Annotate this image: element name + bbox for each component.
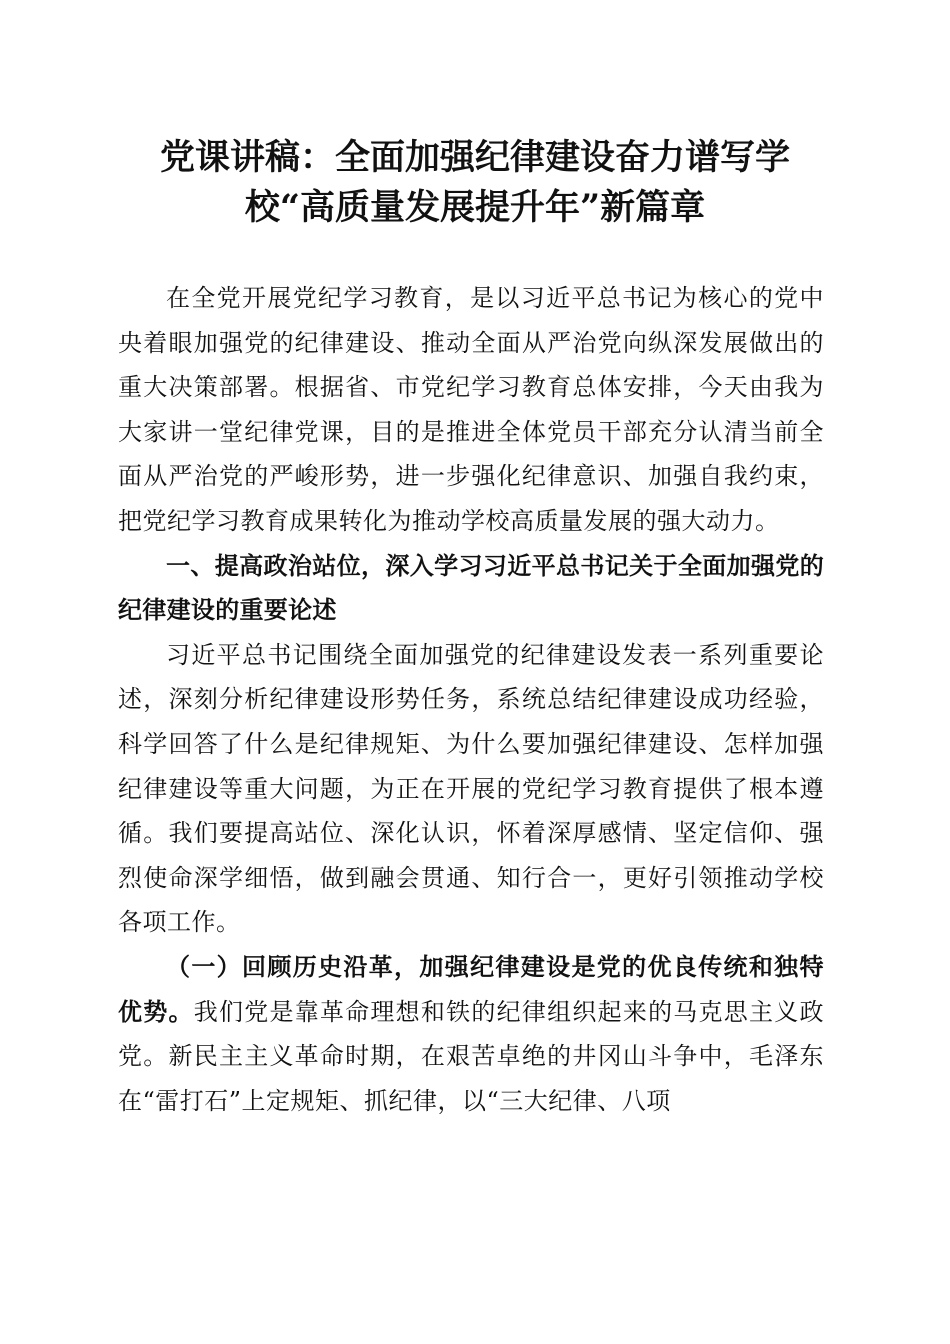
- document-body: [118, 276, 824, 1123]
- subsection-1-lead: （一）回顾历史沿革，加强纪律建设是党的优良传统和独特优势。: [118, 951, 824, 1026]
- subsection-1-paragraph: [118, 945, 824, 1123]
- document-title: [100, 133, 850, 233]
- subsection-1-body: 我们党是靠革命理想和铁的纪律组织起来的马克思主义政党。新民主主义革命时期，在艰苦卓绝的井冈山斗争中，毛泽东在“雷打石”上定规矩、抓纪律，以“三大纪律、八项: [118, 997, 825, 1115]
- section-1-heading: 一、提高政治站位，深入学习习近平总书记关于全面加强党的纪律建设的重要论述: [118, 551, 824, 625]
- section-1-paragraph: 习近平总书记围绕全面加强党的纪律建设发表一系列重要论述，深刻分析纪律建设形势任务，系统总结纪律建设成功经验，科学回答了什么是纪律规矩、为什么要加强纪律建设、怎样加强纪律建设等重大问题，为正在开展的党纪学习教育提供了根本遵循。我们要提高站位、深化认识，怀着深厚感情、坚定信仰、强烈使命深学细悟，做到融会贯通、知行合一，更好引领推动学校各项工作。: [118, 640, 824, 937]
- intro-paragraph: 在全党开展党纪学习教育，是以习近平总书记为核心的党中央着眼加强党的纪律建设、推动全面从严治党向纵深发展做出的重大决策部署。根据省、市党纪学习教育总体安排，今天由我为大家讲一堂纪律党课，目的是推进全体党员干部充分认清当前全面从严治党的严峻形势，进一步强化纪律意识、加强自我约束，把党纪学习教育成果转化为推动学校高质量发展的强大动力。: [118, 284, 824, 535]
- title-line-2: 校“高质量发展提升年”新篇章: [244, 187, 706, 228]
- title-line-1: 党课讲稿：全面加强纪律建设奋力谱写学: [159, 137, 790, 178]
